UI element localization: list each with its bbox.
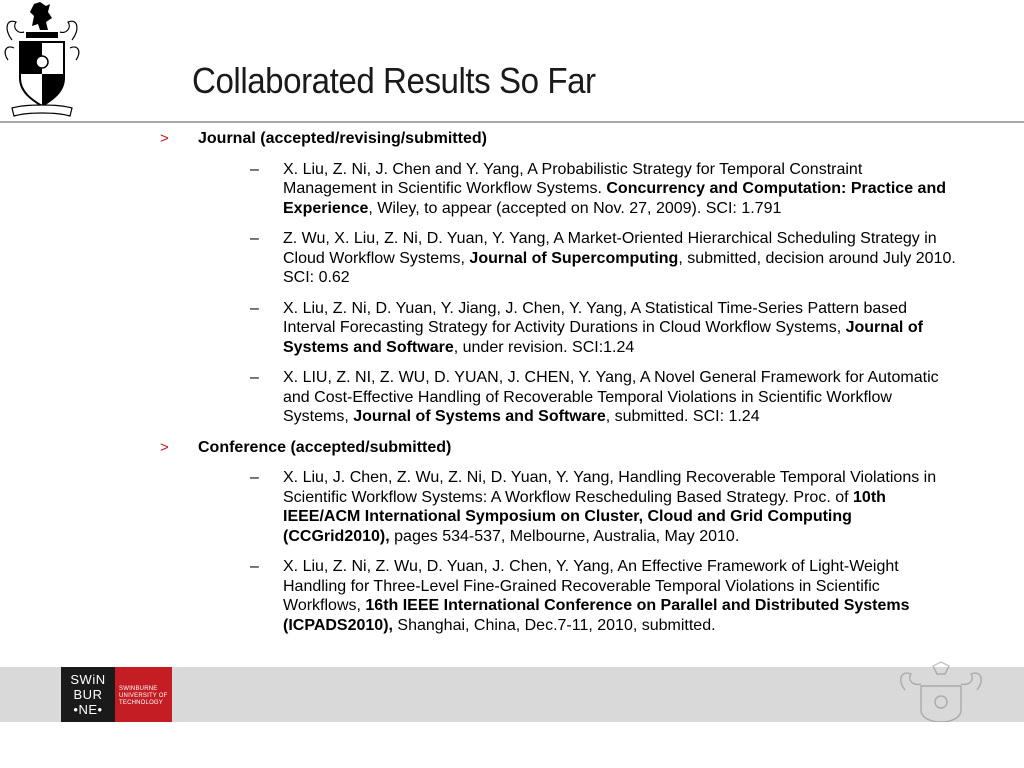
logo-caption-line: UNIVERSITY OF [119, 693, 168, 699]
list-item [198, 368, 958, 427]
list-item [198, 229, 958, 288]
citation-venue: Journal of Supercomputing [469, 249, 679, 267]
title-divider [0, 121, 1024, 123]
citation-venue: Journal of Systems and Software [353, 408, 606, 425]
citation-text: , Wiley, to appear (accepted on Nov. 27, 2009). SCI: 1.791 [368, 199, 782, 217]
logo-line: SWiN [70, 672, 106, 687]
dash-bullet: – [250, 160, 259, 178]
list-item [198, 160, 958, 219]
logo-line: BUR [73, 687, 103, 702]
logo-wordmark [61, 667, 115, 722]
logo-caption [115, 667, 172, 722]
list-item [198, 468, 958, 546]
section-heading: Conference (accepted/submitted) [198, 438, 452, 456]
section-journal [158, 129, 958, 427]
dash-bullet: – [250, 558, 259, 575]
dash-bullet: – [250, 469, 259, 486]
page-title: Collaborated Results So Far [192, 60, 596, 101]
list-item [198, 557, 958, 635]
chevron-right-icon: > [160, 438, 169, 456]
dash-bullet: – [250, 230, 259, 247]
citation-text: X. Liu, Z. Ni, D. Yuan, Y. Jiang, J. Chen, Y. Yang, A Statistical Time-Series Pattern based Interval Forecasting Strategy for Activity Durations in Cloud Workflow Systems, [283, 299, 908, 336]
citation-text: , under revision. SCI:1.24 [453, 338, 635, 356]
section-heading: Journal (accepted/revising/submitted) [198, 130, 487, 147]
citation-text: X. Liu, Z. Ni, J. Chen and Y. Yang, A Probabilistic Strategy for Temporal Constraint Management in Scientific Workflow Systems. [283, 160, 863, 197]
citation-text: pages 534-537, Melbourne, Australia, May 2010. [389, 527, 740, 545]
citation-text: Z. Wu, X. Liu, Z. Ni, D. Yuan, Y. Yang, A Market-Oriented Hierarchical Scheduling Strategy in Cloud Workflow Systems, [283, 230, 937, 267]
list-item [198, 299, 958, 358]
section-conference [158, 438, 958, 636]
crest-watermark-icon [895, 660, 987, 722]
citation-text: Shanghai, China, Dec.7-11, 2010, submitted. [392, 616, 716, 634]
chevron-right-icon: > [160, 130, 169, 147]
citation-venue: Journal of Systems and Software [283, 319, 923, 356]
citation-venue: 10th IEEE/ACM International Symposium on Cluster, Cloud and Grid Computing (CCGrid2010), [283, 488, 886, 545]
logo-caption-line: TECHNOLOGY [119, 700, 164, 706]
citation-text: X. Liu, J. Chen, Z. Wu, Z. Ni, D. Yuan, Y. Yang, Handling Recoverable Temporal Violations in Scientific Workflow Systems: A Workflow Rescheduling Based Strategy. Proc. of [283, 469, 937, 506]
logo-line: •NE• [73, 702, 103, 717]
dash-bullet: – [250, 299, 259, 317]
citation-text: X. Liu, Z. Ni, Z. Wu, D. Yuan, J. Chen, Y. Yang, An Effective Framework of Light-Weight Handling for Three-Level Fine-Grained Recoverable Temporal Violations in Scientific Workflows, [283, 558, 899, 614]
university-crest-icon [2, 0, 82, 122]
citation-venue: Concurrency and Computation: Practice and Experience [283, 180, 946, 217]
swinburne-logo [61, 667, 172, 722]
citation-text: , submitted. SCI: 1.24 [605, 408, 760, 425]
citation-venue: 16th IEEE International Conference on Parallel and Distributed Systems (ICPADS2010), [283, 597, 910, 634]
dash-bullet: – [250, 369, 259, 386]
slide-body [158, 129, 958, 646]
logo-caption-line: SWINBURNE [119, 686, 158, 692]
citation-text: X. LIU, Z. NI, Z. WU, D. YUAN, J. CHEN, Y. Yang, A Novel General Framework for Automatic and Cost-Effective Handling of Recoverable Temporal Violations in Scientific Workflow Systems, [283, 369, 939, 425]
citation-text: , submitted, decision around July 2010. SCI: 0.62 [283, 249, 956, 286]
